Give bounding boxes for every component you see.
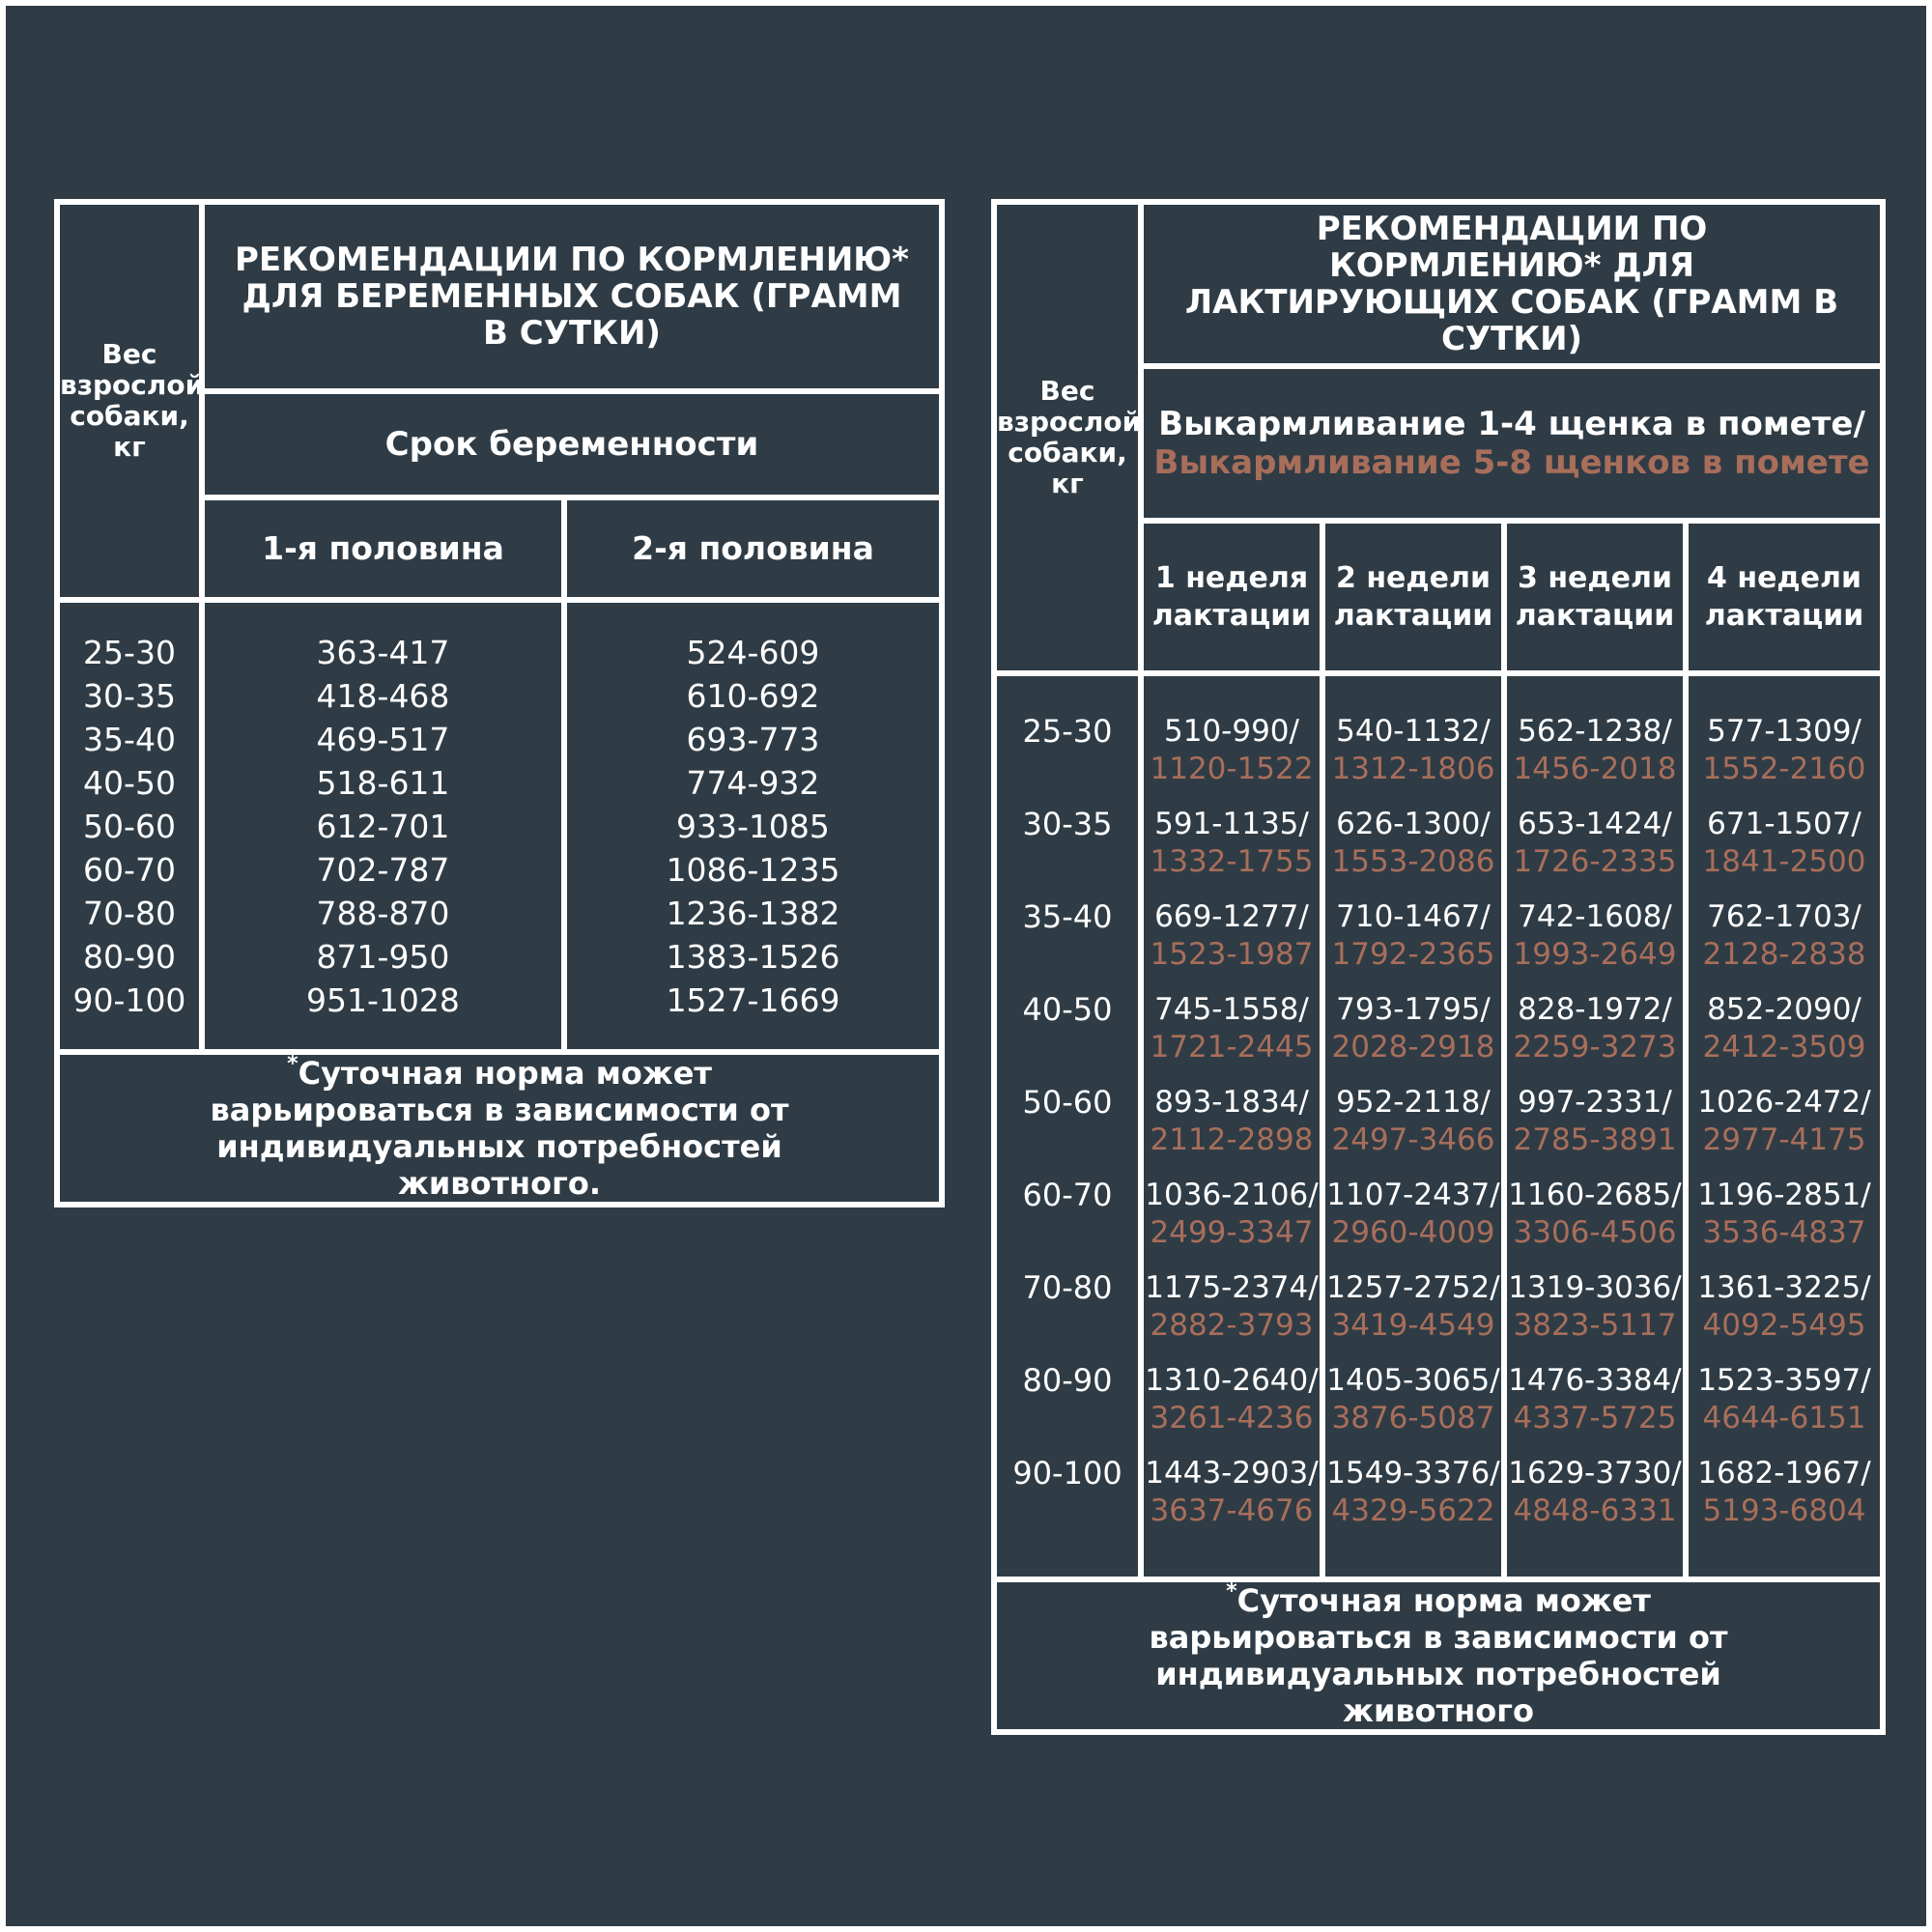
- weight-column: [994, 673, 1141, 1579]
- second-half-column: [564, 600, 942, 1052]
- lactation-value: 510-990/ 1120-1522: [1150, 714, 1314, 786]
- weight-value: 70-80: [83, 894, 176, 932]
- pregnancy-period-header: Срок беременности: [202, 391, 942, 497]
- weight-value: 40-50: [83, 763, 176, 802]
- footnote-asterisk: *: [287, 1052, 298, 1076]
- lactation-value: 577-1309/ 1552-2160: [1702, 714, 1866, 786]
- weight-header: Вес взрослой собаки, кг: [57, 202, 202, 600]
- weight-value: 70-80: [1022, 1269, 1113, 1306]
- weight-value: 80-90: [83, 937, 176, 976]
- lactation-value: 1026-2472/ 2977-4175: [1697, 1085, 1871, 1157]
- lactation-value: 1175-2374/ 2882-3793: [1145, 1270, 1319, 1343]
- weight-column: [57, 600, 202, 1052]
- lactation-value: 710-1467/ 1792-2365: [1331, 899, 1495, 972]
- weight-value: 90-100: [1012, 1455, 1122, 1492]
- first-half-value: 702-787: [316, 850, 450, 889]
- lactation-value: 793-1795/ 2028-2918: [1331, 992, 1495, 1065]
- lactation-value: 1549-3376/ 4329-5622: [1326, 1456, 1500, 1528]
- weight-value: 90-100: [72, 980, 186, 1019]
- lactation-value: 1443-2903/ 3637-4676: [1145, 1456, 1319, 1528]
- lactation-value: 1682-1967/ 5193-6804: [1697, 1456, 1871, 1528]
- pregnancy-footnote: [57, 1052, 942, 1205]
- lactation-feeding-table: [991, 199, 1886, 1735]
- first-half-value: 612-701: [316, 807, 450, 845]
- second-half-value: 610-692: [686, 676, 820, 715]
- lactation-value: 1036-2106/ 2499-3347: [1145, 1178, 1319, 1250]
- footnote-text: Суточная норма может варьироваться в зависимости от индивидуальных потребностей животного: [1149, 1582, 1728, 1729]
- weight-value: 30-35: [83, 676, 176, 715]
- second-half-header: 2-я половина: [564, 497, 942, 600]
- week-1-column: [1141, 673, 1322, 1579]
- lactation-value: 1405-3065/ 3876-5087: [1326, 1363, 1500, 1435]
- second-half-value: 933-1085: [676, 807, 830, 845]
- weight-value: 40-50: [1022, 991, 1113, 1028]
- lactation-value: 671-1507/ 1841-2500: [1702, 807, 1866, 879]
- week-2-header: 2 недели лактации: [1322, 521, 1504, 673]
- second-half-value: 1086-1235: [666, 850, 840, 889]
- litter-large-label: Выкармливание 5-8 щенков в помете: [1153, 443, 1870, 482]
- lactation-value: 1476-3384/ 4337-5725: [1508, 1363, 1682, 1435]
- footnote-text: Суточная норма может варьироваться в зависимости от индивидуальных потребностей животного.: [210, 1055, 789, 1202]
- page: [6, 6, 1926, 1926]
- lactation-value: 1310-2640/ 3261-4236: [1145, 1363, 1319, 1435]
- weight-header: Вес взрослой собаки, кг: [994, 202, 1141, 673]
- first-half-header: 1-я половина: [202, 497, 564, 600]
- lactation-value: 1319-3036/ 3823-5117: [1508, 1270, 1682, 1343]
- week-1-header: 1 неделя лактации: [1141, 521, 1322, 673]
- first-half-value: 788-870: [316, 894, 450, 932]
- first-half-column: [202, 600, 564, 1052]
- lactation-value: 893-1834/ 2112-2898: [1150, 1085, 1314, 1157]
- lactation-value: 1196-2851/ 3536-4837: [1697, 1178, 1871, 1250]
- week-4-header: 4 недели лактации: [1686, 521, 1883, 673]
- lactation-value: 828-1972/ 2259-3273: [1513, 992, 1677, 1065]
- first-half-value: 363-417: [316, 633, 450, 671]
- weight-value: 25-30: [83, 633, 176, 671]
- weight-value: 25-30: [1022, 713, 1113, 750]
- lactation-value: 669-1277/ 1523-1987: [1150, 899, 1314, 972]
- week-3-header: 3 недели лактации: [1504, 521, 1686, 673]
- weight-value: 60-70: [83, 850, 176, 889]
- second-half-value: 524-609: [686, 633, 820, 671]
- lactation-value: 591-1135/ 1332-1755: [1150, 807, 1314, 879]
- second-half-value: 774-932: [686, 763, 820, 802]
- second-half-value: 1383-1526: [666, 937, 840, 976]
- litter-small-label: Выкармливание 1-4 щенка в помете/: [1158, 405, 1865, 443]
- lactation-value: 540-1132/ 1312-1806: [1331, 714, 1495, 786]
- lactation-value: 1257-2752/ 3419-4549: [1326, 1270, 1500, 1343]
- lactation-value: 852-2090/ 2412-3509: [1702, 992, 1866, 1065]
- weight-value: 50-60: [83, 807, 176, 845]
- footnote-asterisk: *: [1226, 1579, 1237, 1604]
- lactation-value: 1107-2437/ 2960-4009: [1326, 1178, 1500, 1250]
- litter-size-header: [1141, 366, 1883, 521]
- lactation-value: 762-1703/ 2128-2838: [1702, 899, 1866, 972]
- lactation-value: 745-1558/ 1721-2445: [1150, 992, 1314, 1065]
- lactation-table-title: РЕКОМЕНДАЦИИ ПО КОРМЛЕНИЮ* ДЛЯ ЛАКТИРУЮЩИХ СОБАК (ГРАММ В СУТКИ): [1141, 202, 1883, 366]
- lactation-value: 626-1300/ 1553-2086: [1331, 807, 1495, 879]
- second-half-value: 1527-1669: [666, 980, 840, 1019]
- lactation-value: 1523-3597/ 4644-6151: [1697, 1363, 1871, 1435]
- second-half-value: 693-773: [686, 720, 820, 758]
- pregnancy-feeding-table: [54, 199, 945, 1208]
- first-half-value: 951-1028: [306, 980, 460, 1019]
- week-3-column: [1504, 673, 1686, 1579]
- lactation-value: 1361-3225/ 4092-5495: [1697, 1270, 1871, 1343]
- weight-value: 80-90: [1022, 1362, 1113, 1399]
- first-half-value: 518-611: [316, 763, 450, 802]
- first-half-value: 469-517: [316, 720, 450, 758]
- lactation-footnote: [994, 1579, 1883, 1732]
- lactation-value: 997-2331/ 2785-3891: [1513, 1085, 1677, 1157]
- lactation-value: 1629-3730/ 4848-6331: [1508, 1456, 1682, 1528]
- week-4-column: [1686, 673, 1883, 1579]
- second-half-value: 1236-1382: [666, 894, 840, 932]
- first-half-value: 418-468: [316, 676, 450, 715]
- lactation-value: 742-1608/ 1993-2649: [1513, 899, 1677, 972]
- weight-value: 30-35: [1022, 806, 1113, 842]
- weight-value: 35-40: [1022, 898, 1113, 935]
- weight-value: 35-40: [83, 720, 176, 758]
- lactation-value: 952-2118/ 2497-3466: [1331, 1085, 1495, 1157]
- weight-value: 50-60: [1022, 1084, 1113, 1121]
- weight-value: 60-70: [1022, 1177, 1113, 1213]
- week-2-column: [1322, 673, 1504, 1579]
- pregnancy-table-title: РЕКОМЕНДАЦИИ ПО КОРМЛЕНИЮ* ДЛЯ БЕРЕМЕННЫХ СОБАК (ГРАММ В СУТКИ): [202, 202, 942, 391]
- lactation-value: 562-1238/ 1456-2018: [1513, 714, 1677, 786]
- first-half-value: 871-950: [316, 937, 450, 976]
- lactation-value: 653-1424/ 1726-2335: [1513, 807, 1677, 879]
- lactation-value: 1160-2685/ 3306-4506: [1508, 1178, 1682, 1250]
